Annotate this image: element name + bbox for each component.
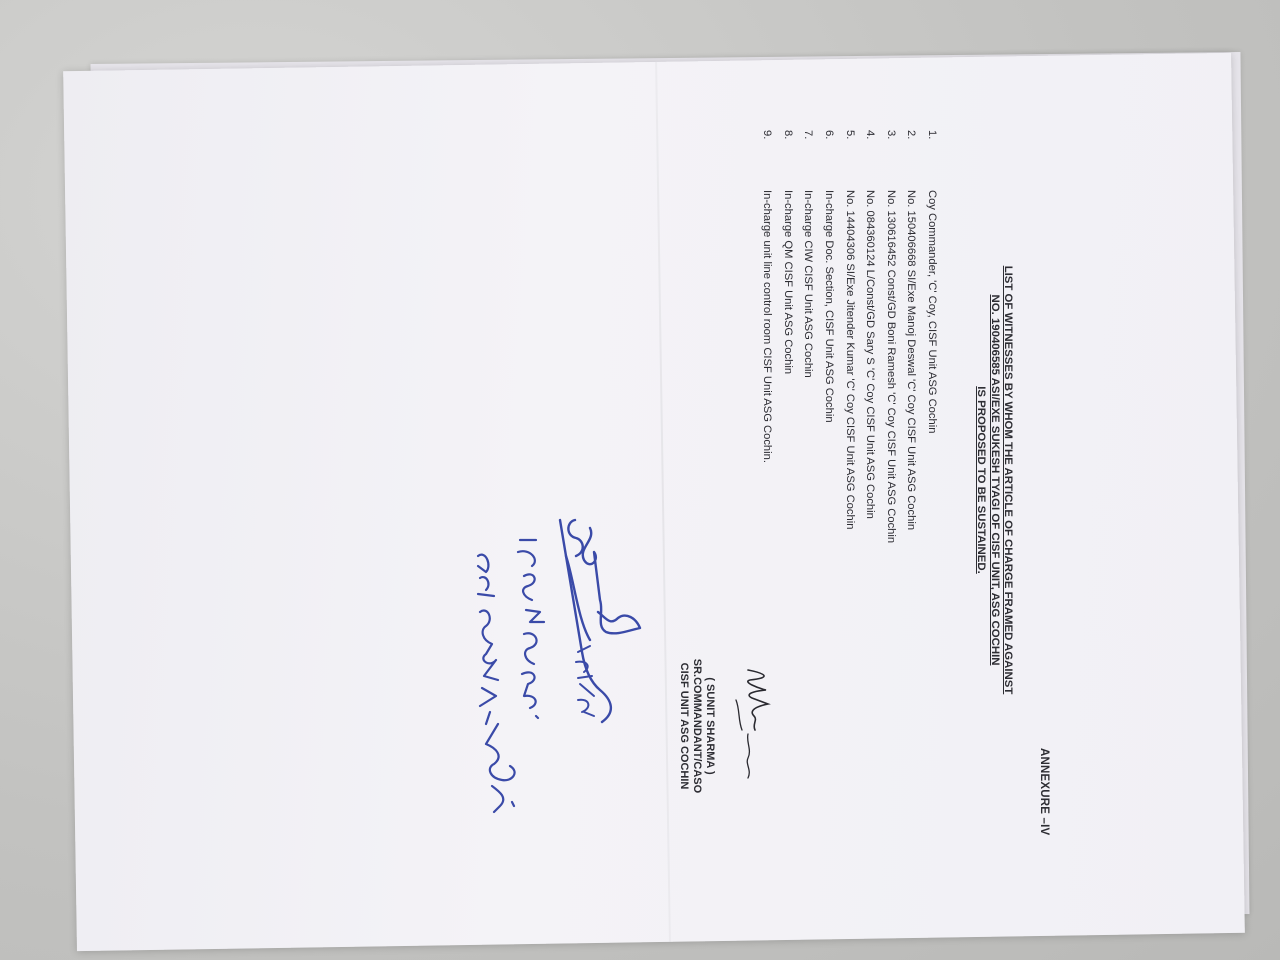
witness-list: [753, 130, 938, 690]
witness-text: In-charge QM CISF Unit ASG Cochin: [781, 190, 794, 375]
witness-item: [897, 130, 918, 690]
heading-line-2: NO. 190406585 ASI/EXE SUKESH TYAGI OF CISF UNIT, ASG COCHIN: [988, 294, 1001, 666]
witness-text: No. 130616452 Const/GD Boni Ramesh 'C' Coy CISF Unit ASG Cochin: [884, 190, 897, 544]
witness-text: In-charge Doc. Section, CISF Unit ASG Cochin: [823, 190, 836, 423]
heading-line-1: LIST OF WITNESSES BY WHOM THE ARTICLE OF CHARGE FRAMED AGAINST: [1002, 265, 1014, 695]
signatory-block: [677, 626, 716, 826]
witness-item: [794, 130, 815, 690]
signatory-unit: CISF UNIT ASG COCHIN: [678, 662, 691, 790]
witness-text: In-charge unit line control room CISF Unit ASG Cochin.: [761, 190, 774, 463]
witness-number: 1.: [926, 130, 938, 140]
witness-text: Coy Commander, 'C' Coy, CISF Unit ASG Cochin: [926, 190, 938, 434]
witness-item: [814, 130, 835, 690]
witness-number: 6.: [823, 130, 836, 140]
officer-signature: [728, 660, 788, 800]
witness-number: 3.: [884, 130, 897, 140]
heading-line-3: IS PROPOSED TO BE SUSTAINED.: [975, 386, 988, 574]
signatory-name: ( SUNIT SHARMA ): [704, 677, 716, 775]
witness-number: 2.: [905, 130, 918, 140]
witness-text: No. 084360124 L/Const/GD Sary S 'C' Coy CISF Unit ASG Cochin: [864, 190, 877, 519]
witness-text: No. 150406668 SI/Exe Manoj Deswal 'C' Coy CISF Unit ASG Cochin: [905, 190, 918, 531]
witness-text: In-charge CIW CISF Unit ASG Cochin: [802, 190, 815, 378]
witness-number: 9.: [761, 130, 774, 140]
witness-item: [856, 130, 877, 690]
witness-number: 8.: [781, 130, 794, 140]
witness-text: No. 14404306 SI/Exe Jitender Kumar 'C' Coy CISF Unit ASG Cochin: [843, 190, 856, 530]
witness-number: 4.: [864, 130, 877, 140]
witness-item: [876, 130, 897, 690]
signatory-designation: SR.COMMANDANT/CASO: [691, 658, 704, 794]
witness-item: [917, 130, 938, 690]
witness-item: [753, 130, 774, 690]
witness-number: 5.: [843, 130, 856, 140]
document-heading: [974, 130, 1014, 830]
document-content: [590, 130, 1050, 850]
witness-item: [773, 130, 794, 690]
annexure-label: ANNEXURE –IV: [1038, 748, 1050, 836]
witness-number: 7.: [802, 130, 815, 140]
witness-item: [835, 130, 856, 690]
